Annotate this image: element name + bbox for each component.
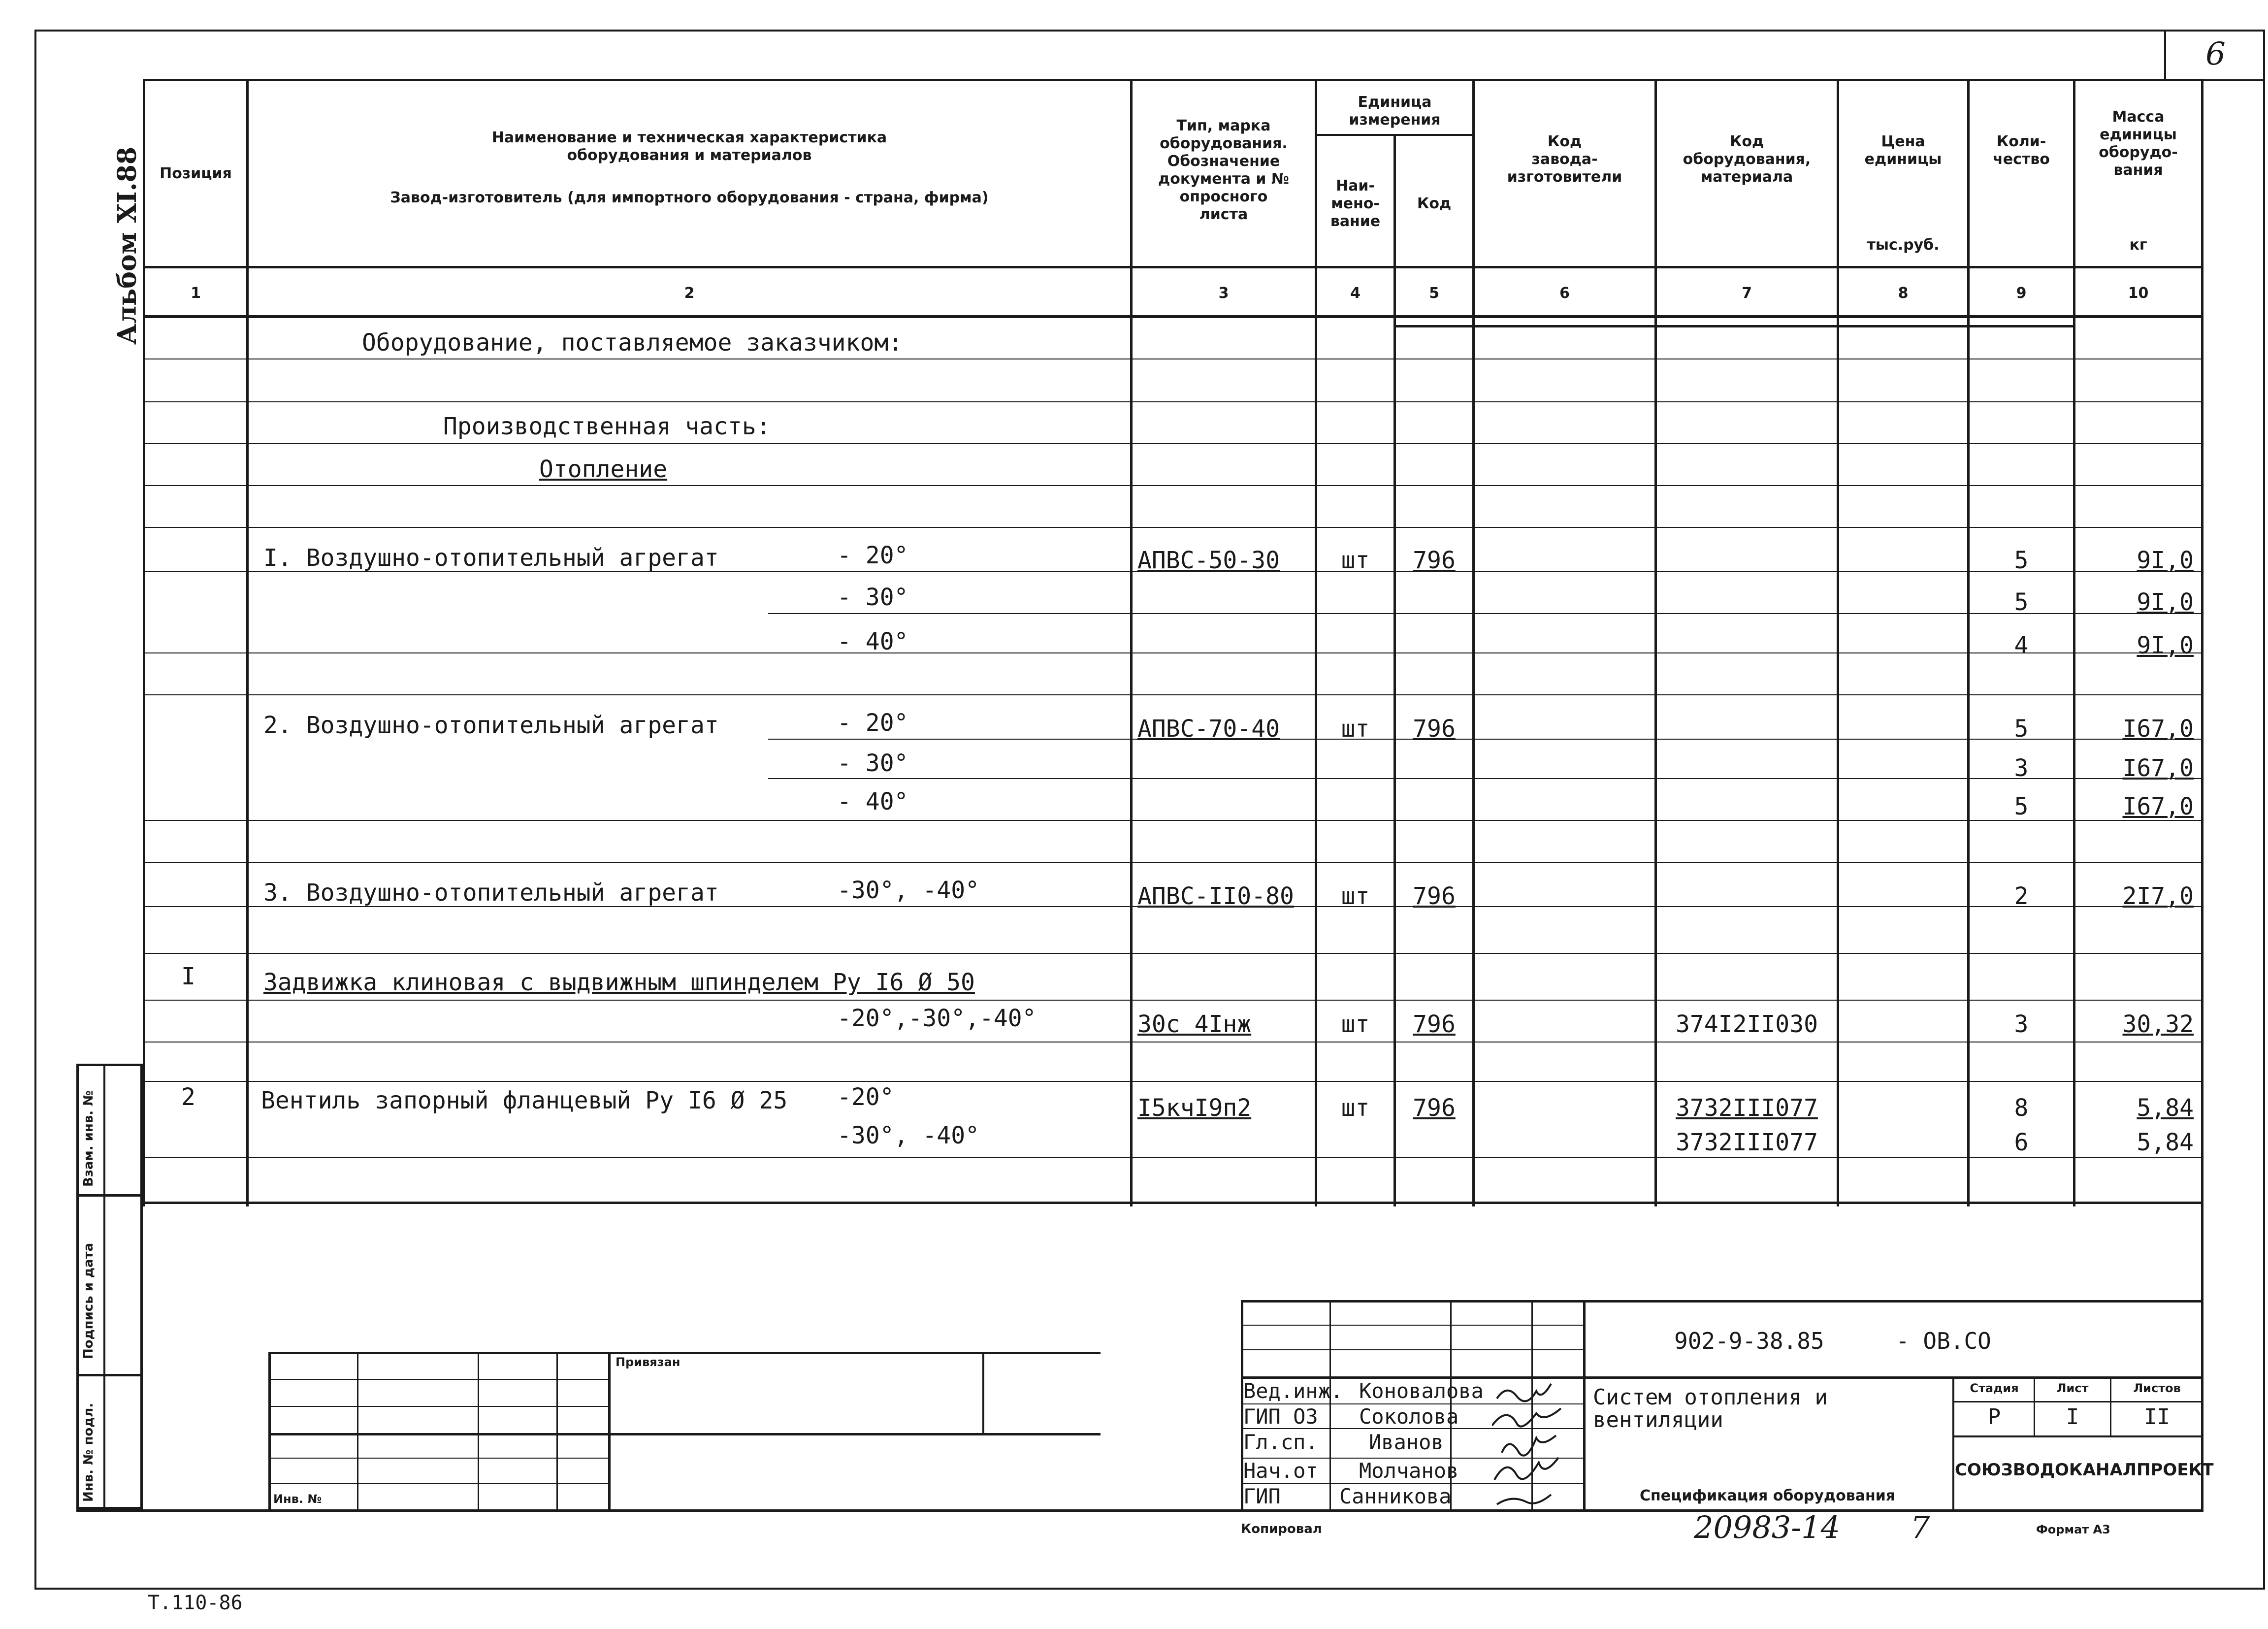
row-mass: 30,32 bbox=[2122, 1010, 2194, 1038]
margin-vzam-label: Взам. инв. № bbox=[81, 1090, 96, 1187]
row-unit: шт bbox=[1341, 547, 1370, 574]
album-label: Альбом XI.88 bbox=[112, 146, 142, 345]
header-name-title: Наименование и техническая характеристика оборудования и материалов bbox=[491, 129, 887, 164]
row-quantity: 5 bbox=[2014, 588, 2029, 616]
signatures-graphic bbox=[1492, 1379, 1586, 1512]
row-name: 2. Воздушно-отопительный агрегат bbox=[263, 712, 719, 739]
section-customer-supplied: Оборудование, поставляемое заказчиком: bbox=[362, 329, 903, 357]
row-name: Задвижка клиновая с выдвижным шпинделем Ру I6 Ø 50 bbox=[263, 969, 975, 996]
row-unit: шт bbox=[1341, 715, 1370, 743]
stage-label: Стадия bbox=[1970, 1381, 2019, 1395]
signer-name: Соколова bbox=[1359, 1404, 1459, 1429]
binding-stamp bbox=[268, 1352, 1101, 1509]
archive-number: 20983-14 bbox=[1694, 1509, 1841, 1545]
row-mass: 5,84 bbox=[2137, 1094, 2194, 1122]
col-number: 9 bbox=[2016, 285, 2027, 302]
row-quantity: 4 bbox=[2014, 632, 2029, 659]
inventory-number-label: Инв. № bbox=[273, 1492, 322, 1506]
col-number: 3 bbox=[1218, 285, 1229, 302]
row-temperature: - 20° bbox=[837, 709, 908, 737]
row-equipment-code: 374I2II030 bbox=[1676, 1010, 1818, 1038]
header-price: Цена единицы bbox=[1864, 133, 1942, 168]
row-equipment-code: 3732III077 bbox=[1676, 1094, 1818, 1122]
row-mass: I67,0 bbox=[2122, 715, 2194, 743]
row-type: АПВС-50-30 bbox=[1137, 547, 1280, 574]
document-code-suffix: - ОВ.СО bbox=[1896, 1328, 1991, 1354]
row-quantity: 5 bbox=[2014, 547, 2029, 574]
header-price-unit: тыс.руб. bbox=[1867, 236, 1940, 254]
row-name: Вентиль запорный фланцевый Ру I6 Ø 25 bbox=[261, 1087, 788, 1114]
header-position: Позиция bbox=[160, 165, 232, 182]
col-number: 5 bbox=[1429, 285, 1439, 302]
sheet-label: Лист bbox=[2056, 1381, 2089, 1395]
row-quantity: 3 bbox=[2014, 754, 2029, 782]
archive-sheet: 7 bbox=[1911, 1509, 1930, 1545]
page-number: 6 bbox=[2205, 36, 2226, 72]
row-mass: I67,0 bbox=[2122, 754, 2194, 782]
row-mass: 9I,0 bbox=[2137, 632, 2194, 659]
organization-name: СОЮЗВОДОКАНАЛПРОЕКТ bbox=[1955, 1460, 2214, 1480]
section-heating: Отопление bbox=[539, 456, 668, 483]
document-subtitle: Спецификация оборудования bbox=[1640, 1487, 1895, 1504]
header-unit-name: Наи- мено- вание bbox=[1330, 177, 1381, 230]
margin-inv-label: Инв. № подл. bbox=[81, 1402, 96, 1502]
row-temperature: - 30° bbox=[837, 584, 908, 611]
header-type: Тип, марка оборудования. Обозначение документа и № опросного листа bbox=[1158, 117, 1289, 223]
row-name: I. Воздушно-отопительный агрегат bbox=[263, 544, 719, 572]
sheet-value: I bbox=[2066, 1404, 2079, 1430]
col-number: 6 bbox=[1559, 285, 1570, 302]
row-temperature: - 40° bbox=[837, 628, 908, 655]
col-number: 4 bbox=[1350, 285, 1361, 302]
row-equipment-code: 3732III077 bbox=[1676, 1129, 1818, 1156]
row-temperature: -20°,-30°,-40° bbox=[837, 1005, 1037, 1032]
row-type: I5кчI9п2 bbox=[1137, 1094, 1252, 1122]
row-quantity: 2 bbox=[2014, 882, 2029, 910]
form-code: Т.110-86 bbox=[148, 1592, 243, 1614]
signer-name: Молчанов bbox=[1359, 1459, 1459, 1483]
col-number: 7 bbox=[1742, 285, 1752, 302]
row-mass: I67,0 bbox=[2122, 793, 2194, 820]
row-quantity: 8 bbox=[2014, 1094, 2029, 1122]
signer-name: Иванов bbox=[1369, 1430, 1444, 1454]
copied-by-label: Копировал bbox=[1241, 1522, 1322, 1536]
stage-value: Р bbox=[1987, 1404, 2001, 1430]
row-unit-code: 796 bbox=[1413, 882, 1456, 910]
col-number: 2 bbox=[684, 285, 695, 302]
row-position: 2 bbox=[181, 1083, 195, 1111]
row-temperature: - 20° bbox=[837, 542, 908, 569]
col-number: 10 bbox=[2128, 285, 2149, 302]
sheets-total-value: II bbox=[2144, 1404, 2170, 1430]
row-unit-code: 796 bbox=[1413, 547, 1456, 574]
row-unit: шт bbox=[1341, 1010, 1370, 1038]
row-name: 3. Воздушно-отопительный агрегат bbox=[263, 879, 719, 907]
signer-role: Нач.от bbox=[1243, 1459, 1318, 1483]
col-number: 1 bbox=[191, 285, 201, 302]
header-quantity: Коли- чество bbox=[1993, 133, 2050, 168]
row-unit: шт bbox=[1341, 1094, 1370, 1122]
col-number: 8 bbox=[1898, 285, 1909, 302]
header-mass-unit: кг bbox=[2129, 236, 2147, 254]
row-temperature: -20° bbox=[837, 1083, 894, 1111]
section-production-part: Производственная часть: bbox=[443, 413, 771, 440]
header-unit-code: Код bbox=[1417, 195, 1452, 212]
row-mass: 2I7,0 bbox=[2122, 882, 2194, 910]
signer-role: Вед.инж. bbox=[1243, 1379, 1343, 1403]
sheets-total-label: Листов bbox=[2133, 1381, 2181, 1395]
binding-label: Привязан bbox=[616, 1355, 680, 1369]
row-quantity: 3 bbox=[2014, 1010, 2029, 1038]
row-type: АПВС-II0-80 bbox=[1137, 882, 1294, 910]
row-unit-code: 796 bbox=[1413, 1010, 1456, 1038]
paper-format: Формат А3 bbox=[2036, 1523, 2110, 1536]
row-quantity: 5 bbox=[2014, 793, 2029, 820]
row-unit: шт bbox=[1341, 882, 1370, 910]
row-unit-code: 796 bbox=[1413, 715, 1456, 743]
header-name-sub: Завод-изготовитель (для импортного оборудования - страна, фирма) bbox=[390, 189, 989, 206]
row-quantity: 6 bbox=[2014, 1129, 2029, 1156]
header-equipment-code: Код оборудования, материала bbox=[1683, 133, 1811, 186]
margin-podpis-label: Подпись и дата bbox=[81, 1242, 96, 1359]
row-mass: 9I,0 bbox=[2137, 588, 2194, 616]
page-number-box bbox=[2164, 30, 2265, 81]
row-quantity: 5 bbox=[2014, 715, 2029, 743]
signer-role: Гл.сп. bbox=[1243, 1430, 1318, 1454]
row-mass: 5,84 bbox=[2137, 1129, 2194, 1156]
header-unit-group: Единица измерения bbox=[1349, 94, 1441, 129]
row-type: АПВС-70-40 bbox=[1137, 715, 1280, 743]
document-code: 902-9-38.85 bbox=[1674, 1328, 1824, 1354]
signer-name: Коновалова bbox=[1359, 1379, 1484, 1403]
header-mass: Масса единицы оборудо- вания bbox=[2099, 108, 2178, 179]
row-type: 30с 4Iнж bbox=[1137, 1010, 1252, 1038]
signer-role: ГИП bbox=[1243, 1484, 1281, 1508]
row-temperature: - 30° bbox=[837, 749, 908, 777]
row-position: I bbox=[181, 963, 195, 990]
signer-role: ГИП ОЗ bbox=[1243, 1404, 1318, 1429]
signer-name: Санникова bbox=[1339, 1484, 1452, 1508]
document-title: Систем отопления и вентиляции bbox=[1593, 1385, 1828, 1433]
row-temperature: -30°, -40° bbox=[837, 1122, 979, 1149]
header-factory-code: Код завода- изготовители bbox=[1507, 133, 1622, 186]
row-mass: 9I,0 bbox=[2137, 547, 2194, 574]
row-unit-code: 796 bbox=[1413, 1094, 1456, 1122]
row-temperature: -30°, -40° bbox=[837, 877, 979, 904]
row-temperature: - 40° bbox=[837, 788, 908, 815]
